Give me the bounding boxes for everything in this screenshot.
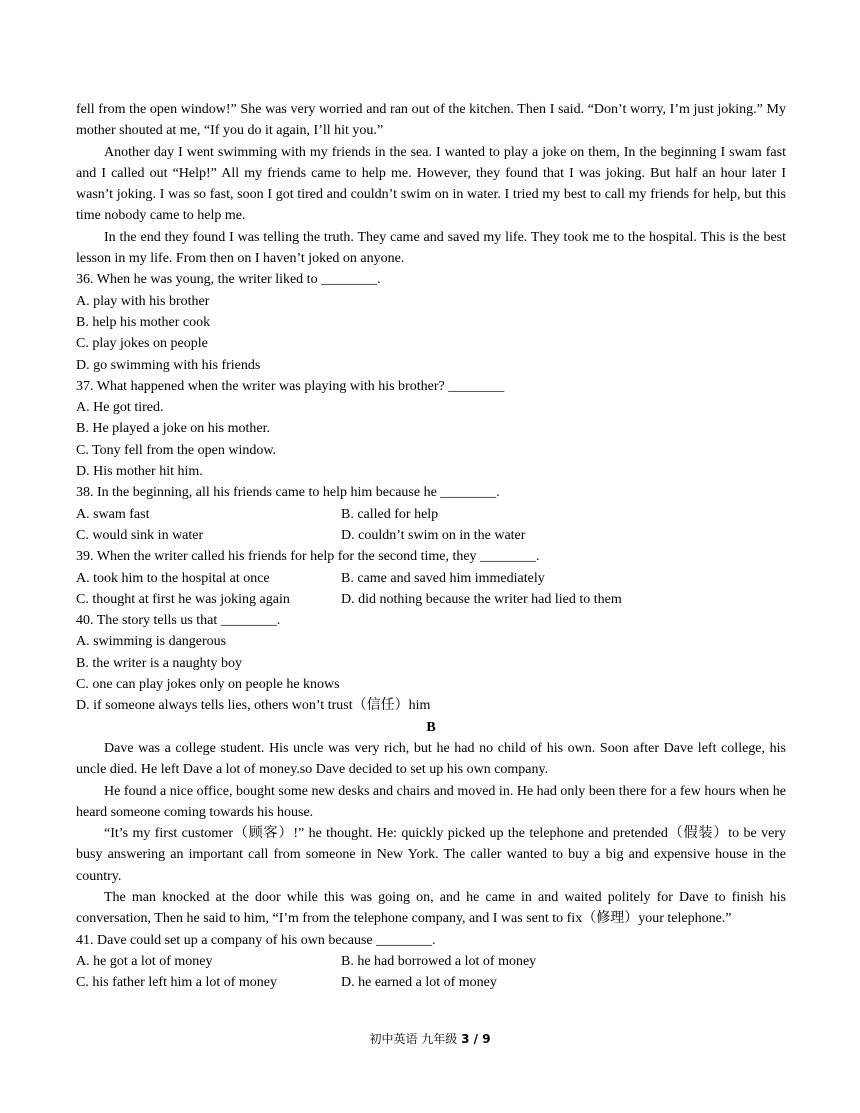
option-c: C. one can play jokes only on people he knows	[76, 677, 340, 693]
page-number: 3 / 9	[461, 1032, 491, 1046]
question-stem: 38. In the beginning, all his friends came to help him because he ________.	[76, 485, 500, 501]
options-row-2	[76, 972, 786, 993]
passage-b-paragraph-1: Dave was a college student. His uncle was very rich, but he had no child of his own. Soon after Dave left college, his uncle died. He left Dave a lot of money.so Dave decided to set up his own company.	[76, 740, 786, 778]
options-row-1	[76, 951, 786, 972]
option-c: C. thought at first he was joking again	[76, 591, 290, 607]
option-d: D. His mother hit him.	[76, 464, 203, 480]
question-37	[76, 376, 786, 482]
question-stem: 39. When the writer called his friends for help for the second time, they ________.	[76, 549, 540, 565]
options-row-1	[76, 504, 786, 525]
options-row-2	[76, 589, 786, 610]
option-d: D. go swimming with his friends	[76, 357, 261, 373]
page-content	[76, 99, 786, 993]
options-row-2	[76, 525, 786, 546]
option-b: B. the writer is a naughty boy	[76, 655, 243, 671]
option-b: B. He played a joke on his mother.	[76, 421, 271, 437]
question-36	[76, 269, 786, 375]
option-d: D. he earned a lot of money	[341, 975, 497, 991]
page-footer	[0, 1030, 860, 1047]
question-40	[76, 610, 786, 716]
options-row-1	[76, 568, 786, 589]
passage-b-paragraph-4: The man knocked at the door while this was going on, and he came in and waited politely for Dave to finish his conversation, Then he said to him, “I’m from the telephone company, and I was sent to fix（修理）your telephone.”	[76, 889, 786, 927]
option-d: D. did nothing because the writer had lied to them	[341, 591, 622, 607]
passage-b-paragraph-3: “It’s my first customer（顾客）!” he thought. He: quickly picked up the telephone and pretended（假装）to be very busy answering an important call from someone in New York. The caller wanted to buy a big and expensive house in the country.	[76, 826, 786, 884]
passage-a-paragraph-2: Another day I went swimming with my friends in the sea. I wanted to play a joke on them, In the beginning I swam fast and I called out “Help!” All my friends came to help me. However, they found that I was joking. But half an hour later I wasn’t joking. I was so fast, soon I got tired and couldn’t swim on in water. I tried my best to call my friends for help, but this time nobody came to help me.	[76, 144, 786, 224]
option-b: B. help his mother cook	[76, 314, 211, 330]
option-a: A. play with his brother	[76, 293, 210, 309]
section-b-title: B	[426, 719, 436, 735]
passage-a-paragraph-1: fell from the open window!” She was very worried and ran out of the kitchen. Then I said. “Don’t worry, I’m just joking.” My mother shouted at me, “If you do it again, I’ll hit you.”	[76, 102, 786, 139]
option-b: B. came and saved him immediately	[341, 570, 545, 586]
option-a: A. He got tired.	[76, 400, 164, 416]
passage-a-paragraph-3: In the end they found I was telling the truth. They came and saved my life. They took me to the hospital. This is the best lesson in my life. From then on I haven’t joked on anyone.	[76, 229, 786, 267]
option-c: C. Tony fell from the open window.	[76, 442, 277, 458]
option-d: D. couldn’t swim on in the water	[341, 527, 526, 543]
option-b: B. called for help	[341, 506, 439, 522]
option-a: A. he got a lot of money	[76, 953, 213, 969]
option-c: C. his father left him a lot of money	[76, 975, 278, 991]
option-a: A. took him to the hospital at once	[76, 570, 270, 586]
passage-b-paragraph-2: He found a nice office, bought some new desks and chairs and moved in. He had only been there for a few hours when he heard someone coming towards his house.	[76, 783, 786, 820]
question-39	[76, 546, 786, 610]
option-a: A. swimming is dangerous	[76, 634, 227, 650]
question-stem: 37. What happened when the writer was playing with his brother? ________	[76, 378, 505, 394]
option-c: C. play jokes on people	[76, 336, 208, 352]
question-stem: 40. The story tells us that ________.	[76, 613, 281, 629]
option-d: D. if someone always tells lies, others won’t trust（信任）him	[76, 698, 431, 714]
footer-label: 初中英语 九年级	[369, 1032, 458, 1046]
option-c: C. would sink in water	[76, 527, 204, 543]
question-38	[76, 482, 786, 546]
question-stem: 41. Dave could set up a company of his own because ________.	[76, 932, 436, 948]
option-b: B. he had borrowed a lot of money	[341, 953, 537, 969]
option-a: A. swam fast	[76, 506, 150, 522]
question-stem: 36. When he was young, the writer liked to ________.	[76, 272, 381, 288]
question-41	[76, 930, 786, 994]
